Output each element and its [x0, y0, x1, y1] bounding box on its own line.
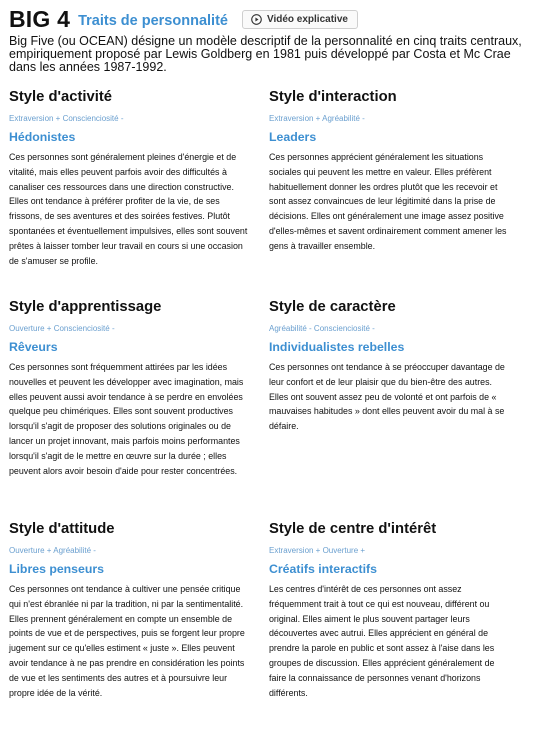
- section-type: Créatifs interactifs: [269, 562, 377, 576]
- section-apprentissage: [9, 298, 252, 520]
- section-caractere: [269, 298, 512, 520]
- section-description: Ces personnes ont tendance à se préoccuper davantage de leur confort et de leur plaisir que du bien-être des autres. Elles ont souvent assez peu de volonté et ont parfois de « mauvaises habitudes » dont elles peuvent avoir du mal à se défaire.: [269, 362, 505, 432]
- section-description: Ces personnes ont tendance à cultiver une pensée critique qui n'est ébranlée ni par la tradition, ni par la sentimentalité. Elles prennent généralement en compte un ensemble de points de vue et de perspectives, puis se forgent leur propre jugement sur ce qu'elles estiment « juste ». Elles peuvent avoir tendance à ne pas prendre en considération les points de vue et les sentiments des autres et à poursuivre leur propre idée de la vérité.: [9, 584, 245, 698]
- page-subtitle: Traits de personnalité: [78, 12, 228, 29]
- video-button-label: Vidéo explicative: [266, 14, 348, 25]
- section-traits: Ouverture + Agréabilité -: [9, 546, 96, 555]
- section-type: Rêveurs: [9, 340, 58, 354]
- section-heading: Style de caractère: [269, 299, 396, 315]
- section-heading: Style de centre d'intérêt: [269, 521, 437, 537]
- section-type: Libres penseurs: [9, 562, 104, 576]
- section-traits: Extraversion + Agréabilité -: [269, 114, 365, 123]
- section-activite: [9, 88, 252, 298]
- play-circle-icon: [251, 14, 262, 25]
- section-heading: Style d'attitude: [9, 521, 115, 537]
- section-description: Ces personnes sont fréquemment attirées par les idées nouvelles et peuvent les développer avec imagination, mais elles peuvent aussi avoir tendance à se perdre en envolées quelque peu chimériques. Elles sont souvent productives lorsqu'il s'agit de proposer des solutions originales ou de lancer un projet innovant, mais parfois moins performantes lorsqu'il s'agit de le mettre en œuvre sur la durée ; elles peuvent alors avoir besoin d'aide pour rester concentrées.: [9, 362, 244, 476]
- section-attitude: [9, 520, 252, 730]
- section-heading: Style d'interaction: [269, 89, 397, 105]
- section-heading: Style d'activité: [9, 89, 113, 105]
- section-type: Individualistes rebelles: [269, 340, 405, 354]
- section-heading: Style d'apprentissage: [9, 299, 162, 315]
- section-type: Leaders: [269, 130, 317, 144]
- sections-grid: [9, 88, 529, 730]
- intro-text: Big Five (ou OCEAN) désigne un modèle descriptif de la personnalité en cinq traits centraux, empiriquement proposé par Lewis Goldberg en 1981 puis développé par Costa et Mc Crae dans les années 1987-1992.: [9, 34, 522, 74]
- header: [9, 4, 529, 34]
- page-title: BIG 4: [9, 5, 71, 32]
- video-explanation-button[interactable]: [242, 10, 358, 29]
- section-description: Ces personnes apprécient généralement les situations sociales qui peuvent les mettre en valeur. Elles préfèrent habituellement donner les ordres plutôt que les recevoir et sont assez convaincues de leur légitimité dans la prise de décisions. Elles ont généralement une image assez positive d'elles-mêmes et savent ordinairement comment amener les gens à travailler ensemble.: [269, 152, 507, 251]
- section-traits: Ouverture + Conscienciosité -: [9, 324, 115, 333]
- section-interaction: [269, 88, 512, 298]
- section-description: Les centres d'intérêt de ces personnes ont assez fréquemment trait à tout ce qui est nouveau, différent ou original. Elles aiment le plus souvent partager leurs découvertes avec autrui. Elles apprécient en général de prendre la parole en public et sont assez à l'aise dans les groupes de discussion. Elles apprécient généralement de faire la connaissance de personnes venant d'horizons différents.: [269, 584, 495, 698]
- section-type: Hédonistes: [9, 130, 76, 144]
- section-traits: Agréabilité - Conscienciosité -: [269, 324, 375, 333]
- section-traits: Extraversion + Ouverture +: [269, 546, 366, 555]
- section-description: Ces personnes sont généralement pleines d'énergie et de vitalité, mais elles peuvent parfois avoir des difficultés à canaliser ces ressources dans une direction constructive. Elles ont tendance à préférer profiter de la vie, de ses frissons, de ses aventures et des soirées festives. Plutôt spontanées et éventuellement impulsives, elles sont souvent prêtes à laisser tomber leur travail en cours si une occasion de s'amuser se profile.: [9, 152, 248, 266]
- section-traits: Extraversion + Conscienciosité -: [9, 114, 124, 123]
- section-centre-interet: [269, 520, 512, 730]
